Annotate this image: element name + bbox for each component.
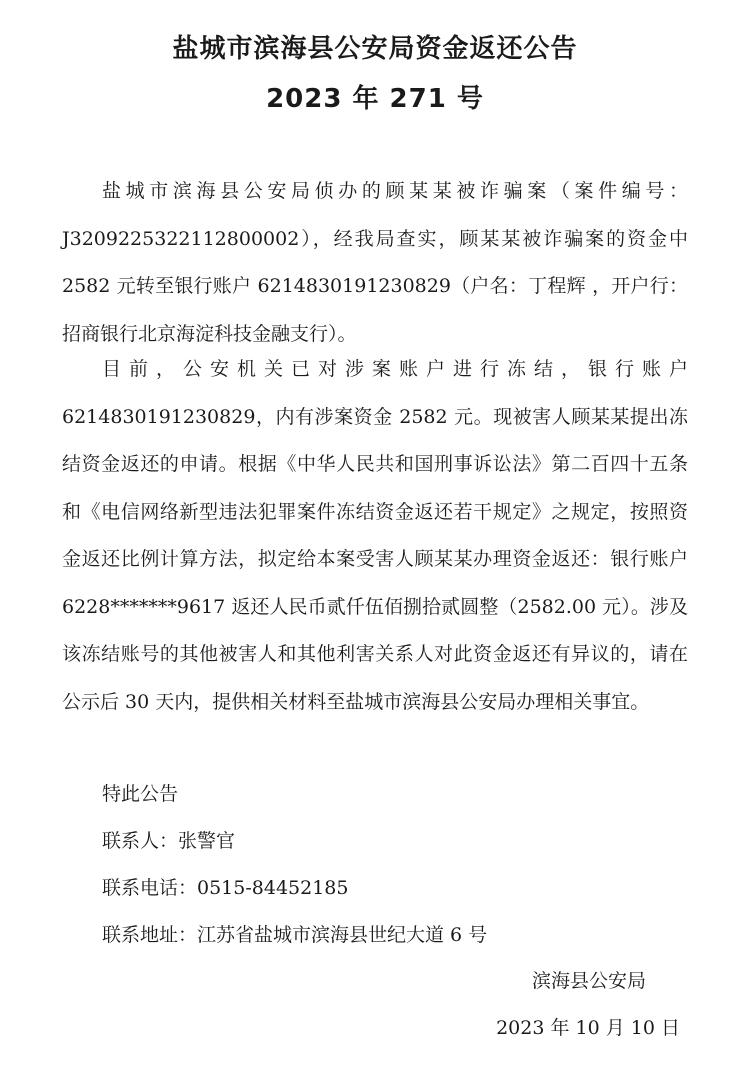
closing-remark: 特此公告 [102, 783, 179, 805]
contact-person: 联系人：张警官 [102, 830, 236, 852]
notice-title: 盐城市滨海县公安局资金返还公告 [172, 34, 578, 64]
paragraph-case-info: 盐城市滨海县公安局侦办的顾某某被诈骗案（案件编号：J3209225322112800002），经我局查实，顾某某被诈骗案的资金中2582 元转至银行账户 6214830191230829（户名：丁程辉 ，开户行：招商银行北京海淀科技金融支行）。 [62, 180, 688, 345]
issue-date: 2023 年 10 月 10 日 [496, 1017, 680, 1039]
notice-number: 2023 年 271 号 [266, 84, 484, 114]
paragraph-refund-details: 目前，公安机关已对涉案账户进行冻结，银行账户6214830191230829，内有涉案资金 2582 元。现被害人顾某某提出冻结资金返还的申请。根据《中华人民共和国刑事诉讼法》第二百四十五条和《电信网络新型违法犯罪案件冻结资金返还若干规定》之规定，按照资金返还比例计算方法，拟定给本案受害人顾某某办理资金返还：银行账户 6228*******9617 返还人民币贰仟伍佰捌拾贰圆整（2582.00 元）。涉及该冻结账号的其他被害人和其他利害关系人对此资金返还有异议的，请在公示后 30 天内，提供相关材料至盐城市滨海县公安局办理相关事宜。 [62, 358, 688, 713]
issuer-signature: 滨海县公安局 [531, 970, 646, 992]
contact-address: 联系地址：江苏省盐城市滨海县世纪大道 6 号 [102, 924, 488, 946]
contact-phone: 联系电话：0515-84452185 [102, 877, 349, 899]
